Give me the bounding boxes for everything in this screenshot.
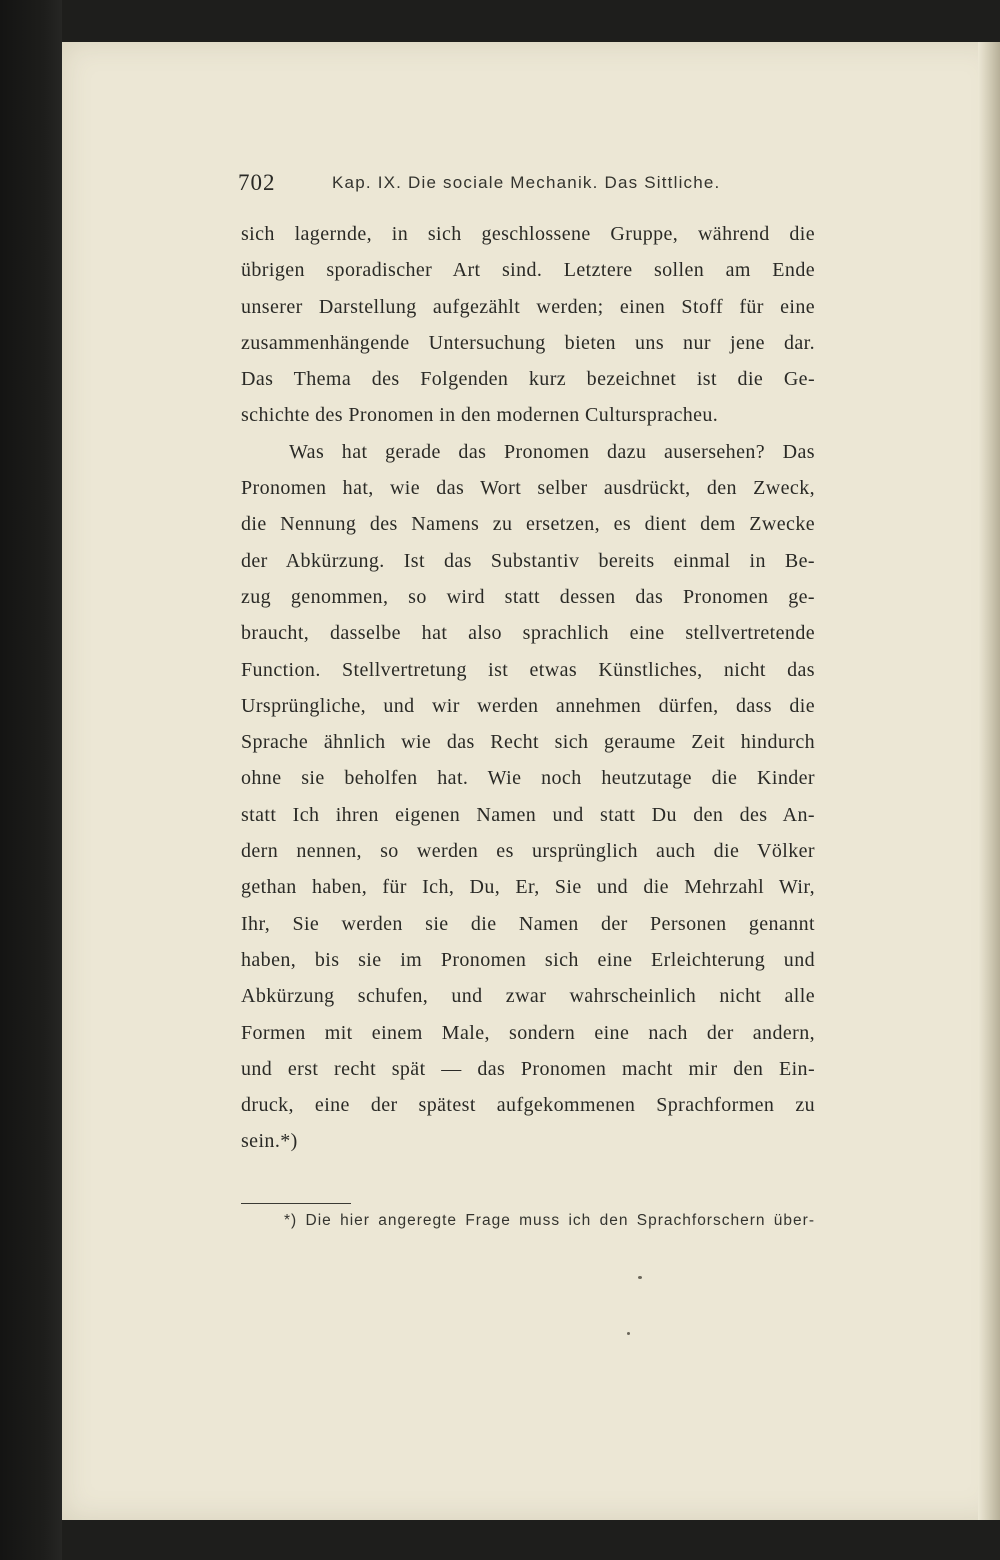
text-line: zusammenhängende Untersuchung bieten uns nur jene dar. — [241, 331, 815, 354]
text-line: sich lagernde, in sich geschlossene Gruppe, während die — [241, 223, 815, 245]
text-line: Function. Stellvertretung ist etwas Künstliches, nicht das — [241, 658, 815, 681]
footnote-divider — [241, 1203, 351, 1204]
paper-speck — [627, 1332, 630, 1335]
text-line: die Nennung des Namens zu ersetzen, es dient dem Zwecke — [241, 513, 815, 536]
text-line: und erst recht spät — das Pronomen macht mir den Ein- — [241, 1057, 815, 1080]
text-line: Was hat gerade das Pronomen dazu ausersehen? Das — [289, 440, 815, 463]
text-line: Abkürzung schufen, und zwar wahrscheinlich nicht alle — [241, 985, 815, 1008]
text-line: Ihr, Sie werden sie die Namen der Personen genannt — [241, 912, 815, 935]
text-line: ohne sie beholfen hat. Wie noch heutzutage die Kinder — [241, 767, 815, 790]
paper-speck — [638, 1276, 642, 1279]
running-head — [238, 170, 838, 210]
page-binding-shadow — [978, 42, 1000, 1520]
text-line: statt Ich ihren eigenen Namen und statt Du den des An- — [241, 803, 815, 826]
footnote: *) Die hier angeregte Frage muss ich den Sprachforschern über- — [284, 1212, 815, 1229]
text-line: übrigen sporadischer Art sind. Letztere sollen am Ende — [241, 259, 815, 282]
text-line: der Abkürzung. Ist das Substantiv bereits einmal in Be- — [241, 549, 815, 572]
text-line: unserer Darstellung aufgezählt werden; einen Stoff für eine — [241, 295, 815, 318]
text-line: druck, eine der spätest aufgekommenen Sprachformen zu — [241, 1094, 815, 1117]
text-line: gethan haben, für Ich, Du, Er, Sie und die Mehrzahl Wir, — [241, 876, 815, 899]
text-line: zug genommen, so wird statt dessen das Pronomen ge- — [241, 585, 815, 608]
text-line: Ursprüngliche, und wir werden annehmen dürfen, dass die — [241, 694, 815, 717]
running-head-title: Kap. IX. Die sociale Mechanik. Das Sittliche. — [332, 173, 721, 192]
text-line: haben, bis sie im Pronomen sich eine Erleichterung und — [241, 948, 815, 971]
text-line: Das Thema des Folgenden kurz bezeichnet ist die Ge- — [241, 368, 815, 391]
text-line: sein.*) — [241, 1130, 298, 1153]
body-text — [241, 216, 815, 1160]
text-line: Pronomen hat, wie das Wort selber ausdrückt, den Zweck, — [241, 477, 815, 500]
text-line: schichte des Pronomen in den modernen Culturspracheu. — [241, 404, 719, 427]
text-line: Formen mit einem Male, sondern eine nach der andern, — [241, 1021, 815, 1044]
page-number: 702 — [238, 170, 276, 195]
text-line: braucht, dasselbe hat also sprachlich eine stellvertretende — [241, 622, 815, 645]
text-line: Sprache ähnlich wie das Recht sich geraume Zeit hindurch — [241, 731, 815, 754]
text-line: dern nennen, so werden es ursprünglich auch die Völker — [241, 840, 815, 863]
scan-background-edge — [0, 0, 62, 1560]
